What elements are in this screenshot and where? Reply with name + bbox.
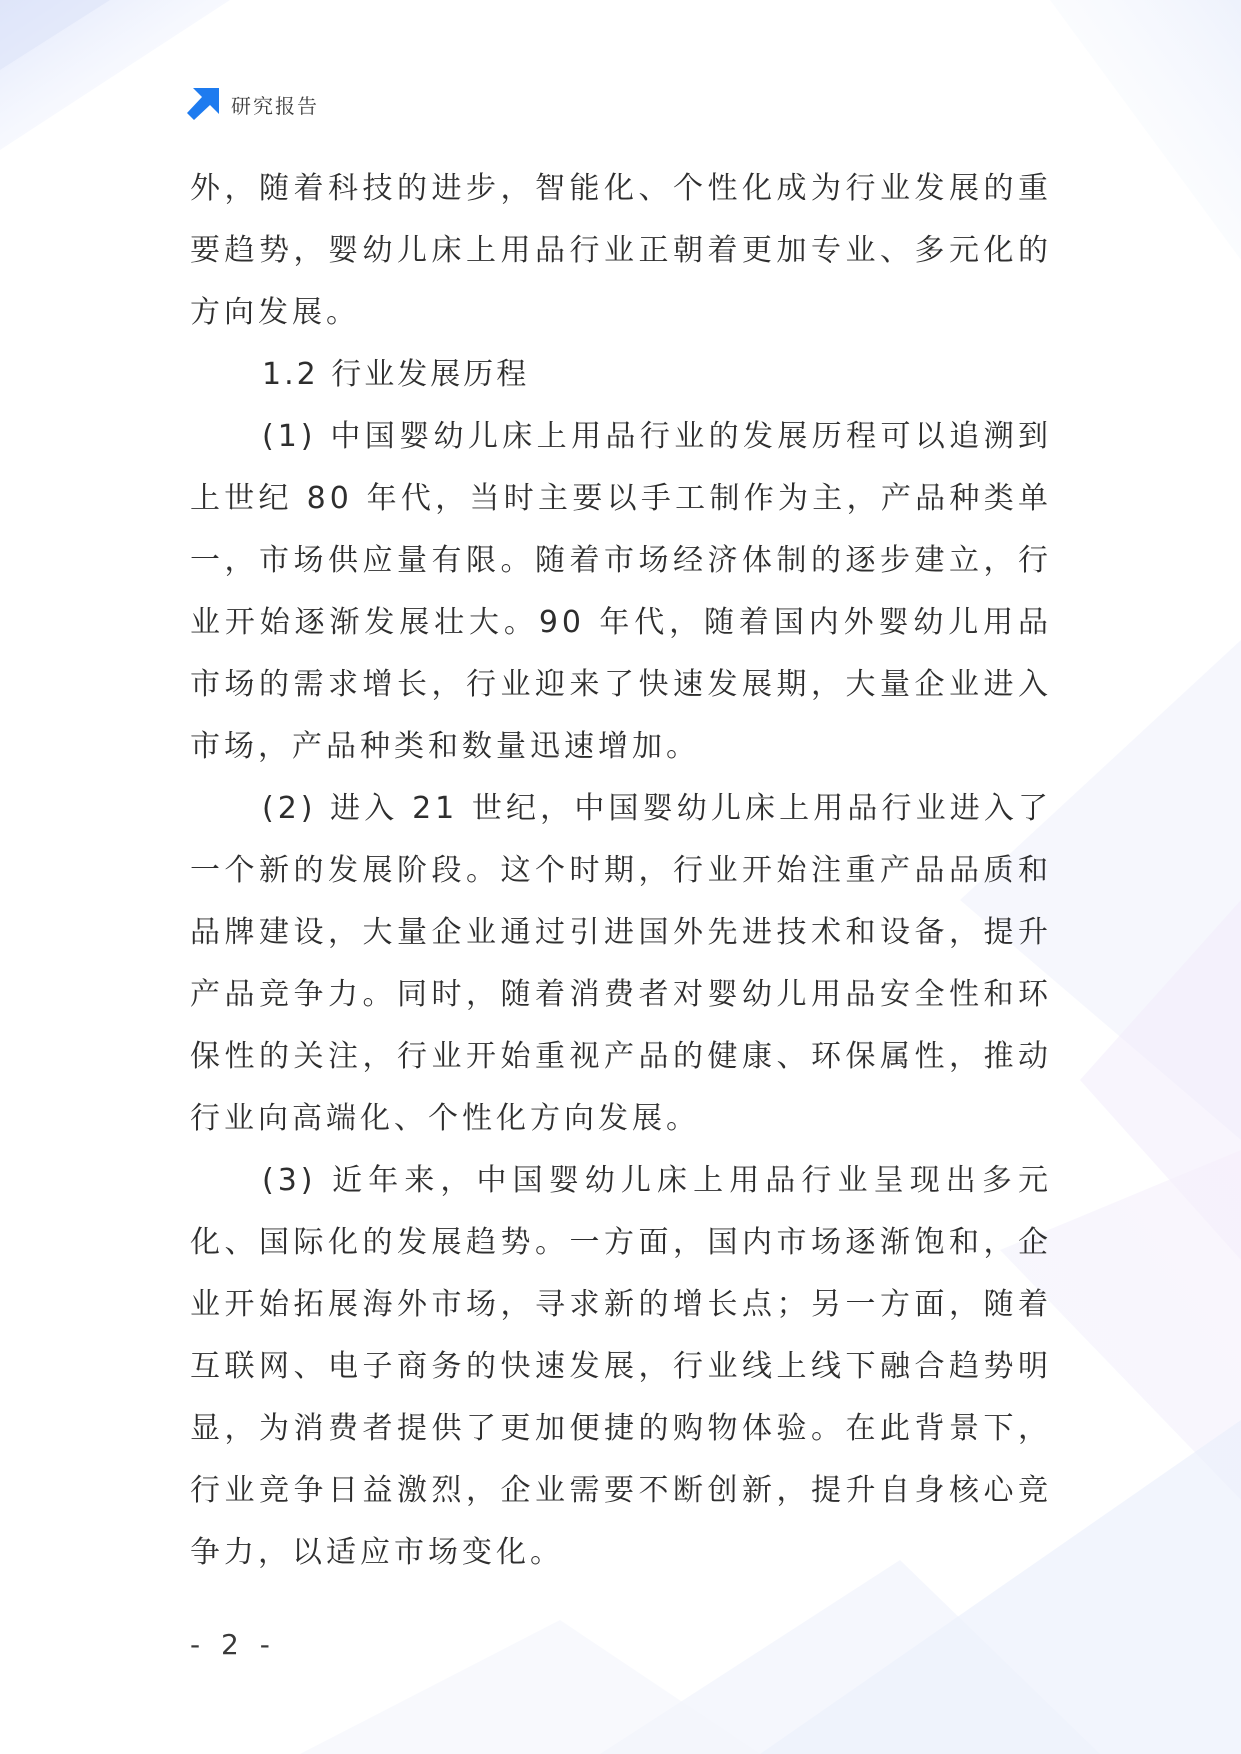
page-header [187,88,319,120]
paragraph-1: (1) 中国婴幼儿床上用品行业的发展历程可以追溯到上世纪 80 年代，当时主要以手工制作为主，产品种类单一，市场供应量有限。随着市场经济体制的逐步建立，行业开始逐渐发展壮大。90 年代，随着国内外婴幼儿用品市场的需求增长，行业迎来了快速发展期，大量企业进入市场，产品种类和数量迅速增加。 [190,419,1052,764]
arrow-up-right-icon [187,88,219,120]
continuation-paragraph: 外，随着科技的进步，智能化、个性化成为行业发展的重要趋势，婴幼儿床上用品行业正朝着更加专业、多元化的方向发展。 [190,171,1052,330]
paragraph-3: (3) 近年来，中国婴幼儿床上用品行业呈现出多元化、国际化的发展趋势。一方面，国内市场逐渐饱和，企业开始拓展海外市场，寻求新的增长点；另一方面，随着互联网、电子商务的快速发展，行业线上线下融合趋势明显，为消费者提供了更加便捷的购物体验。在此背景下，行业竞争日益激烈，企业需要不断创新，提升自身核心竞争力，以适应市场变化。 [190,1163,1052,1570]
section-heading: 1.2 行业发展历程 [262,357,530,392]
header-title: 研究报告 [231,93,319,118]
document-body [190,158,1052,1584]
page-number: - 2 - [190,1628,276,1661]
paragraph-2: (2) 进入 21 世纪，中国婴幼儿床上用品行业进入了一个新的发展阶段。这个时期，行业开始注重产品品质和品牌建设，大量企业通过引进国外先进技术和设备，提升产品竞争力。同时，随着消费者对婴幼儿用品安全性和环保性的关注，行业开始重视产品的健康、环保属性，推动行业向高端化、个性化方向发展。 [190,791,1052,1136]
